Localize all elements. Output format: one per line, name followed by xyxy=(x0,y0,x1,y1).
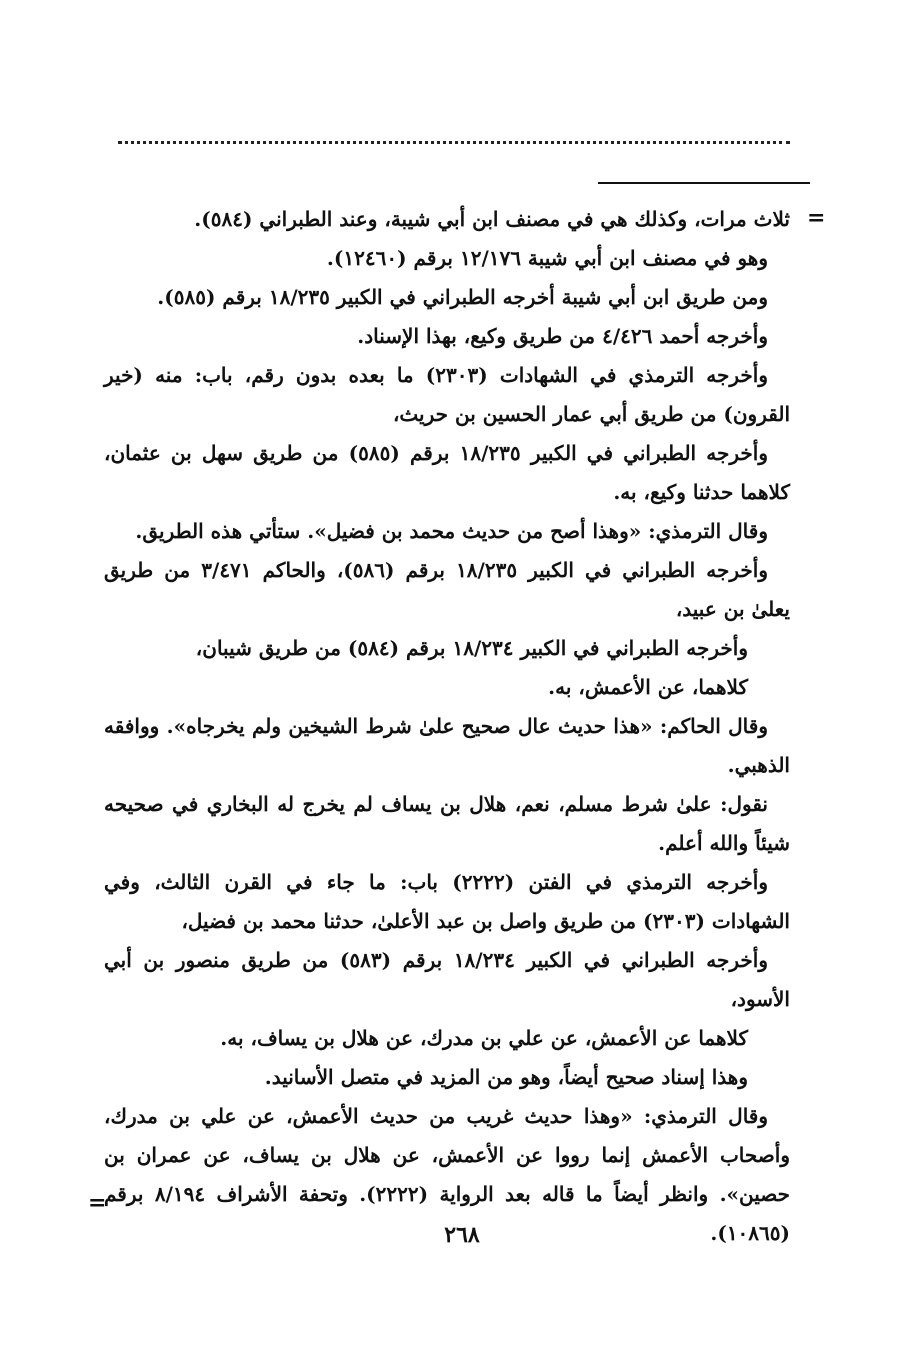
paragraph: وهو في مصنف ابن أبي شيبة ١٢/١٧٦ برقم (١٢٤٦٠). xyxy=(326,246,768,270)
footnote-rule xyxy=(598,182,810,184)
paragraph: وأخرجه الترمذي في الفتن (٢٢٢٢) باب: ما جاء في القرن الثالث، وفي الشهادات (٢٣٠٣) من طريق واصل بن عبد الأعلىٰ، حدثنا محمد بن فضيل، xyxy=(104,870,790,933)
paragraph: وأخرجه الطبراني في الكبير ١٨/٢٣٥ برقم (٥٨٥) من طريق سهل بن عثمان، كلاهما حدثنا وكيع، به. xyxy=(104,441,790,504)
dotted-separator xyxy=(118,141,790,154)
paragraph: وقال الحاكم: «هذا حديث عال صحيح علىٰ شرط الشيخين ولم يخرجاه». ووافقه الذهبي. xyxy=(104,714,790,777)
paragraph: ثلاث مرات، وكذلك هي في مصنف ابن أبي شيبة، وعند الطبراني (٥٨٤). xyxy=(194,207,790,231)
continuation-mark-top: = xyxy=(807,205,826,231)
paragraph: وأخرجه الطبراني في الكبير ١٨/٢٣٤ برقم (٥٨٤) من طريق شيبان، xyxy=(195,636,748,660)
paragraph: وأخرجه الطبراني في الكبير ١٨/٢٣٤ برقم (٥٨٣) من طريق منصور بن أبي الأسود، xyxy=(104,948,790,1011)
paragraph: ومن طريق ابن أبي شيبة أخرجه الطبراني في الكبير ١٨/٢٣٥ برقم (٥٨٥). xyxy=(157,285,768,309)
paragraph: وأخرجه الترمذي في الشهادات (٢٣٠٣) ما بعده بدون رقم، باب: منه (خير القرون) من طريق أبي عمار الحسين بن حريث، xyxy=(104,363,790,426)
paragraph: وأخرجه أحمد ٤/٤٢٦ من طريق وكيع، بهذا الإسناد. xyxy=(357,324,768,348)
paragraph: وقال الترمذي: «وهذا حديث غريب من حديث الأعمش، عن علي بن مدرك، وأصحاب الأعمش إنما رووا عن الأعمش، عن هلال بن يساف، عن عمران بن حصين». وانظر أيضاً ما قاله بعد الرواية (٢٢٢٢). وتحفة الأشراف ٨/١٩٤ برقم (١٠٨٦٥). xyxy=(104,1104,790,1245)
page-number: ٢٦٨ xyxy=(444,1222,480,1248)
paragraph: وهذا إسناد صحيح أيضاً، وهو من المزيد في متصل الأسانيد. xyxy=(264,1065,748,1089)
continuation-mark-bottom: = xyxy=(88,1190,107,1216)
paragraph: كلاهما، عن الأعمش، به. xyxy=(548,675,748,699)
paragraph: وأخرجه الطبراني في الكبير ١٨/٢٣٥ برقم (٥٨٦)، والحاكم ٣/٤٧١ من طريق يعلىٰ بن عبيد، xyxy=(104,558,790,621)
paragraph: وقال الترمذي: «وهذا أصح من حديث محمد بن فضيل». ستأتي هذه الطريق. xyxy=(135,519,768,543)
paragraph: نقول: علىٰ شرط مسلم، نعم، هلال بن يساف لم يخرج له البخاري في صحيحه شيئاً والله أعلم. xyxy=(104,792,790,855)
footnote-text xyxy=(104,200,790,1253)
paragraph: كلاهما عن الأعمش، عن علي بن مدرك، عن هلال بن يساف، به. xyxy=(220,1026,748,1050)
